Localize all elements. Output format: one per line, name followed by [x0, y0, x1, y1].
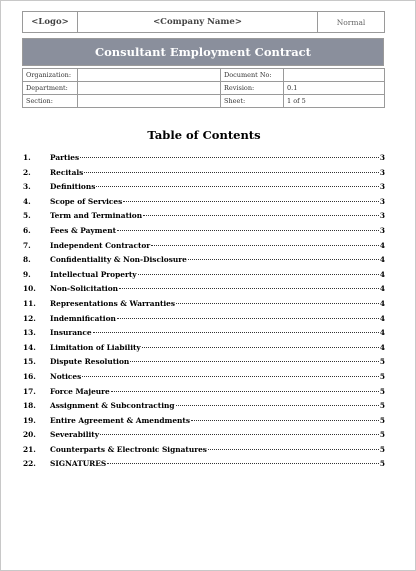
- toc-item-page: 5: [379, 459, 385, 469]
- toc-item[interactable]: [23, 326, 385, 341]
- toc-item-page: 5: [379, 371, 385, 381]
- toc-list: [23, 151, 385, 472]
- revision-label: Revision:: [221, 82, 284, 95]
- toc-heading: Table of Contents: [147, 128, 261, 142]
- toc-item-number: 19.: [23, 415, 36, 425]
- toc-dot-leader: [107, 463, 379, 464]
- toc-item-label: Notices: [50, 371, 82, 381]
- revision-value: 0.1: [284, 82, 385, 95]
- toc-dot-leader: [80, 157, 379, 158]
- toc-item-page: 3: [379, 167, 385, 177]
- toc-item-label: Non-Solicitation: [50, 284, 119, 294]
- toc-item-number: 18.: [23, 401, 36, 411]
- toc-item[interactable]: [23, 355, 385, 370]
- department-value: [78, 82, 221, 95]
- toc-item-page: 5: [379, 386, 385, 396]
- toc-item[interactable]: [23, 253, 385, 268]
- toc-dot-leader: [100, 434, 379, 435]
- toc-item-page: 4: [379, 255, 385, 265]
- toc-dot-leader: [176, 405, 379, 406]
- status-badge: Normal: [318, 12, 385, 33]
- toc-dot-leader: [119, 288, 379, 289]
- toc-dot-leader: [82, 376, 379, 377]
- document-no-value: [284, 69, 385, 82]
- toc-item-number: 3.: [23, 182, 31, 192]
- toc-item-page: 4: [379, 328, 385, 338]
- toc-item-page: 4: [379, 298, 385, 308]
- toc-dot-leader: [117, 230, 379, 231]
- document-title: Consultant Employment Contract: [22, 38, 384, 66]
- toc-item-number: 9.: [23, 269, 31, 279]
- toc-item-page: 3: [379, 196, 385, 206]
- section-value: [78, 95, 221, 108]
- toc-dot-leader: [151, 245, 379, 246]
- toc-item[interactable]: [23, 443, 385, 458]
- sheet-value: 1 of 5: [284, 95, 385, 108]
- toc-item-page: 5: [379, 430, 385, 440]
- toc-item-number: 2.: [23, 167, 31, 177]
- toc-item-label: Representations & Warranties: [50, 298, 176, 308]
- toc-item-page: 4: [379, 240, 385, 250]
- toc-item-label: Dispute Resolution: [50, 357, 130, 367]
- toc-item-number: 7.: [23, 240, 31, 250]
- toc-item[interactable]: [23, 341, 385, 356]
- toc-dot-leader: [188, 259, 379, 260]
- toc-item-label: Scope of Services: [50, 196, 123, 206]
- toc-item[interactable]: [23, 180, 385, 195]
- toc-item-page: 5: [379, 357, 385, 367]
- toc-dot-leader: [84, 172, 379, 173]
- toc-item-number: 15.: [23, 357, 36, 367]
- toc-item[interactable]: [23, 224, 385, 239]
- toc-item[interactable]: [23, 428, 385, 443]
- organization-label: Organization:: [23, 69, 78, 82]
- toc-item-page: 3: [379, 153, 385, 162]
- toc-item-number: 5.: [23, 211, 31, 221]
- toc-item-label: Force Majeure: [50, 386, 110, 396]
- toc-dot-leader: [191, 420, 379, 421]
- toc-item-number: 22.: [23, 459, 36, 469]
- toc-item-page: 4: [379, 284, 385, 294]
- toc-dot-leader: [208, 449, 379, 450]
- toc-item-number: 20.: [23, 430, 36, 440]
- toc-item-label: Indemnification: [50, 313, 116, 323]
- toc-item-number: 8.: [23, 255, 31, 265]
- toc-dot-leader: [142, 347, 379, 348]
- toc-dot-leader: [123, 201, 379, 202]
- toc-item[interactable]: [23, 370, 385, 385]
- toc-dot-leader: [96, 186, 378, 187]
- toc-item[interactable]: [23, 297, 385, 312]
- toc-item-label: Recitals: [50, 167, 84, 177]
- toc-item-number: 14.: [23, 342, 36, 352]
- toc-item[interactable]: [23, 312, 385, 327]
- organization-value: [78, 69, 221, 82]
- toc-item-number: 1.: [23, 153, 31, 162]
- toc-item-label: Parties: [50, 153, 80, 162]
- toc-item-page: 3: [379, 182, 385, 192]
- toc-item[interactable]: [23, 268, 385, 283]
- toc-item[interactable]: [23, 457, 385, 472]
- toc-item-label: Definitions: [50, 182, 96, 192]
- toc-item-number: 17.: [23, 386, 36, 396]
- toc-item[interactable]: [23, 399, 385, 414]
- toc-item-page: 3: [379, 225, 385, 235]
- toc-item-number: 6.: [23, 225, 31, 235]
- toc-item-label: Fees & Payment: [50, 225, 116, 235]
- document-no-label: Document No:: [221, 69, 284, 82]
- toc-item-page: 4: [379, 269, 385, 279]
- toc-dot-leader: [143, 215, 379, 216]
- toc-item-number: 11.: [23, 298, 36, 308]
- toc-item-page: 3: [379, 211, 385, 221]
- toc-item-number: 4.: [23, 196, 31, 206]
- logo-placeholder: <Logo>: [23, 12, 78, 33]
- toc-dot-leader: [176, 303, 379, 304]
- toc-item-page: 4: [379, 342, 385, 352]
- meta-table: [22, 68, 385, 108]
- toc-item-label: Entire Agreement & Amendments: [50, 415, 190, 425]
- toc-item[interactable]: [23, 385, 385, 400]
- toc-item-label: Independent Contractor: [50, 240, 151, 250]
- toc-item-number: 16.: [23, 371, 36, 381]
- toc-item-number: 21.: [23, 444, 36, 454]
- toc-item-number: 13.: [23, 328, 36, 338]
- toc-item[interactable]: [23, 239, 385, 254]
- toc-item-page: 5: [379, 444, 385, 454]
- toc-dot-leader: [138, 274, 379, 275]
- toc-item-label: Term and Termination: [50, 211, 143, 221]
- toc-item[interactable]: [23, 166, 385, 181]
- toc-item-label: Counterparts & Electronic Signatures: [50, 444, 207, 454]
- toc-item[interactable]: [23, 209, 385, 224]
- toc-item-label: Severability: [50, 430, 100, 440]
- toc-item[interactable]: [23, 414, 385, 429]
- section-label: Section:: [23, 95, 78, 108]
- toc-item-label: Confidentiality & Non-Disclosure: [50, 255, 187, 265]
- toc-item-page: 5: [379, 401, 385, 411]
- toc-item[interactable]: [23, 195, 385, 210]
- toc-item-label: SIGNATURES: [50, 459, 107, 469]
- toc-dot-leader: [117, 318, 379, 319]
- company-name: <Company Name>: [78, 12, 318, 33]
- toc-item-page: 5: [379, 415, 385, 425]
- toc-item-label: Assignment & Subcontracting: [50, 401, 175, 411]
- toc-item-label: Insurance: [50, 328, 92, 338]
- toc-dot-leader: [111, 391, 379, 392]
- toc-item-label: Limitation of Liability: [50, 342, 141, 352]
- toc-item-label: Intellectual Property: [50, 269, 137, 279]
- toc-item-page: 4: [379, 313, 385, 323]
- toc-dot-leader: [130, 361, 379, 362]
- header-table: [22, 11, 385, 33]
- toc-item[interactable]: [23, 282, 385, 297]
- toc-item-number: 12.: [23, 313, 36, 323]
- sheet-label: Sheet:: [221, 95, 284, 108]
- toc-dot-leader: [93, 332, 379, 333]
- department-label: Department:: [23, 82, 78, 95]
- toc-item[interactable]: [23, 151, 385, 166]
- toc-item-number: 10.: [23, 284, 36, 294]
